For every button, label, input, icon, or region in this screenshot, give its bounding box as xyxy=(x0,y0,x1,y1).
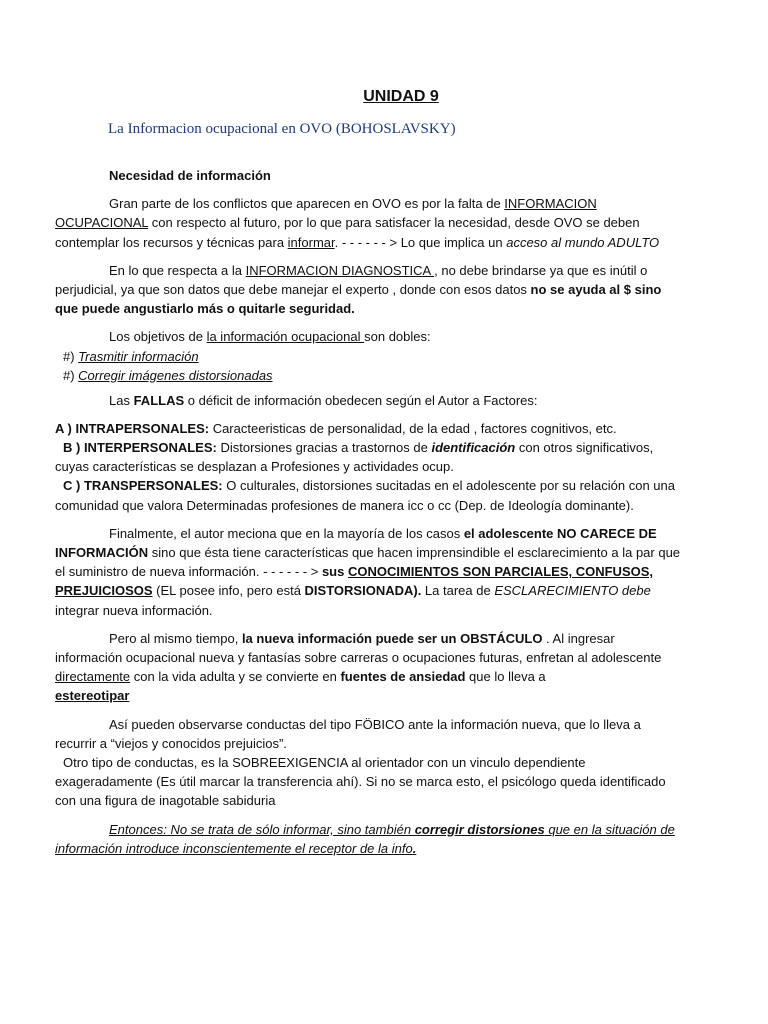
text-run: INFORMACION OCUPACIONAL xyxy=(55,196,597,231)
text-run: informar xyxy=(287,234,335,250)
text-run: FALLAS xyxy=(133,392,185,408)
text-run: que lo lleva a xyxy=(465,669,546,685)
paragraph-7a xyxy=(55,715,685,753)
text-run: Pero al mismo tiempo, xyxy=(109,630,242,646)
factor-label: A ) INTRAPERSONALES: xyxy=(55,420,210,436)
text-run: . - - - - - - > Lo que implica un xyxy=(334,234,507,250)
page-subtitle: La Informacion ocupacional en OVO (BOHOSLAVSKY) xyxy=(108,121,456,137)
list-bullet: #) xyxy=(63,367,79,383)
paragraph-8 xyxy=(55,820,685,858)
text-run: INFORMACION DIAGNOSTICA xyxy=(245,262,435,278)
document-body xyxy=(55,166,685,867)
text-run: con la vida adulta y se convierte en xyxy=(130,669,341,685)
text-run: Finalmente, el autor meciona que en la mayoría de los casos xyxy=(109,525,464,541)
objectives-list xyxy=(55,347,685,385)
list-item xyxy=(63,366,685,385)
page-title: UNIDAD 9 xyxy=(363,88,439,105)
paragraph-3 xyxy=(55,327,685,346)
text-run: la nueva información puede ser un OBSTÁCULO xyxy=(241,630,543,646)
paragraph-2 xyxy=(55,261,685,319)
text-run: . xyxy=(412,840,417,856)
text-run: No se trata de sólo informar, sino también xyxy=(166,821,415,837)
text-run: no se ayuda al $ xyxy=(530,282,631,298)
text-run: sino que puede angustiarlo más o quitarle seguridad. xyxy=(55,282,662,317)
text-run: Otro tipo de conductas, es la SOBREEXIGENCIA al orientador con un vinculo dependiente exageradamente (Es útil marcar la transferencia ahí). Si no se marca esto, el psicólogo queda identificado con una figura de inagotable sabiduria xyxy=(55,755,666,809)
factor-a xyxy=(55,419,685,438)
factor-label: C ) TRANSPERSONALES: xyxy=(63,478,223,494)
text-run: Así pueden observarse conductas del tipo FÖBICO ante la información nueva, que lo lleva a recurrir a “viejos y conocidos prejuicios”. xyxy=(55,716,641,751)
paragraph-7b xyxy=(55,753,685,811)
text-run: directamente xyxy=(55,669,131,685)
text-run: fuentes de ansiedad xyxy=(340,669,466,685)
text-run: con otros significativos, cuyas características se desplazan a Profesiones y actividades ocup. xyxy=(55,440,654,475)
text-run: son dobles: xyxy=(364,329,431,345)
text-run: acceso al mundo ADULTO xyxy=(506,234,660,250)
text-run: o déficit de información obedecen según el Autor a Factores: xyxy=(184,392,538,408)
text-run: Entonces: xyxy=(109,821,167,837)
text-run: Caracteeristicas de personalidad, de la edad , factores cognitivos, etc. xyxy=(209,420,617,436)
factor-label: B ) INTERPERSONALES: xyxy=(63,440,217,456)
list-bullet: #) xyxy=(63,348,79,364)
paragraph-4 xyxy=(55,391,685,410)
text-run: DISTORSIONADA). xyxy=(304,583,422,599)
text-run: que en la situación de información introduce inconscientemente el receptor de la info xyxy=(55,821,675,856)
text-run: la información ocupacional xyxy=(206,329,365,345)
paragraph-5 xyxy=(55,524,685,620)
text-run: integrar nueva información. xyxy=(55,602,213,618)
text-run: Gran parte de los conflictos que aparecen en OVO es por la falta de xyxy=(109,196,505,212)
text-run: sino que ésta tiene características que hacen imprensindible el esclarecimiento a la par que el suministro de nueva información. - - - - - - > xyxy=(55,545,681,580)
text-run: corregir distorsiones xyxy=(414,821,545,837)
factor-c xyxy=(55,476,685,514)
text-run: Las xyxy=(109,392,134,408)
paragraph-1 xyxy=(55,194,685,252)
text-run: . Al ingresar información ocupacional nueva y fantasías sobre carreras o ocupaciones futuras, enfretan al adolescente xyxy=(55,630,662,666)
text-run: con respecto al futuro, por lo que para satisfacer la necesidad, desde OVO se deben contemplar los recursos y técnicas para xyxy=(55,215,640,250)
text-run: La tarea de xyxy=(421,583,495,599)
text-run: Distorsiones gracias a trastornos de xyxy=(216,440,432,456)
text-run: ESCLARECIMIENTO debe xyxy=(494,583,651,599)
text-run: sus xyxy=(321,564,348,580)
text-run: (EL posee info, pero está xyxy=(152,583,305,599)
text-run: En lo que respecta a la xyxy=(109,262,246,278)
factor-b xyxy=(55,438,685,476)
text-run: el adolescente NO CARECE DE INFORMACIÓN xyxy=(55,525,657,561)
text-run: , no debe brindarse ya que es inútil o perjudicial, ya que son datos que debe manejar el experto , donde con esos datos xyxy=(55,262,648,298)
text-run: Los objetivos de xyxy=(109,329,207,345)
paragraph-6 xyxy=(55,629,685,706)
list-item xyxy=(63,347,685,366)
list-item-text: Corregir imágenes distorsionadas xyxy=(78,367,273,383)
text-run: estereotipar xyxy=(55,688,130,704)
text-run: identificación xyxy=(431,440,516,456)
list-item-text: Trasmitir información xyxy=(78,348,199,364)
section-heading: Necesidad de información xyxy=(109,168,271,183)
text-run: O culturales, distorsiones sucitadas en el adolescente por su relación con una comunidad que valora Determinadas profesiones de manera icc o cc (Dep. de Ideología dominante). xyxy=(55,478,675,513)
text-run: CONOCIMIENTOS SON PARCIALES, CONFUSOS, PREJUICIOSOS xyxy=(55,564,654,599)
